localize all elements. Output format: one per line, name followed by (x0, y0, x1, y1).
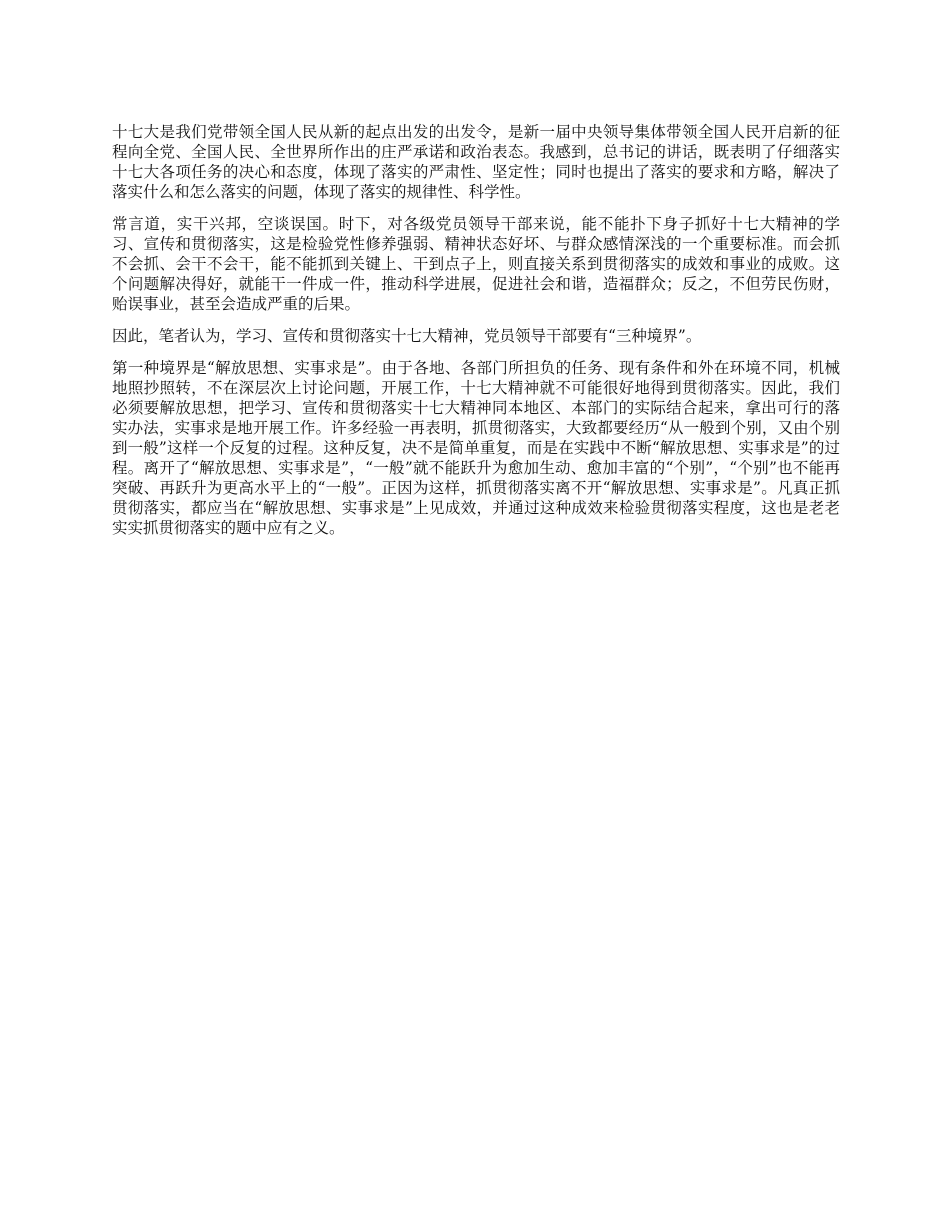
paragraph-3: 因此，笔者认为，学习、宣传和贯彻落实十七大精神，党员领导干部要有“三种境界”。 (112, 327, 702, 345)
paragraph-4: 第一种境界是“解放思想、实事求是”。由于各地、各部门所担负的任务、现有条件和外在环境不同，机械地照抄照转，不在深层次上讨论问题，开展工作，十七大精神就不可能很好地得到贯彻落实。因此，我们必须要解放思想，把学习、宣传和贯彻落实十七大精神同本地区、本部门的实际结合起来，拿出可行的落实办法，实事求是地开展工作。许多经验一再表明，抓贯彻落实，大致都要经历“从一般到个别，又由个别到一般”这样一个反复的过程。这种反复，决不是简单重复，而是在实践中不断“解放思想、实事求是”的过程。离开了“解放思想、实事求是”，“一般”就不能跃升为愈加生动、愈加丰富的“个别”，“个别”也不能再突破、再跃升为更高水平上的“一般”。正因为这样，抓贯彻落实离不开“解放思想、实事求是”。凡真正抓贯彻落实，都应当在“解放思想、实事求是”上见成效，并通过这种成效来检验贯彻落实程度，这也是老老实实抓贯彻落实的题中应有之义。 (112, 359, 840, 537)
document-page (112, 122, 840, 550)
paragraph-2: 常言道，实干兴邦，空谈误国。时下，对各级党员领导干部来说，能不能扑下身子抓好十七大精神的学习、宣传和贯彻落实，这是检验党性修养强弱、精神状态好坏、与群众感情深浅的一个重要标准。而会抓不会抓、会干不会干，能不能抓到关键上、干到点子上，则直接关系到贯彻落实的成效和事业的成败。这个问题解决得好，就能干一件成一件，推动科学进展，促进社会和谐，造福群众；反之，不但劳民伤财，贻误事业，甚至会造成严重的后果。 (112, 215, 840, 313)
paragraph-1: 十七大是我们党带领全国人民从新的起点出发的出发令，是新一届中央领导集体带领全国人民开启新的征程向全党、全国人民、全世界所作出的庄严承诺和政治表态。我感到，总书记的讲话，既表明了仔细落实十七大各项任务的决心和态度，体现了落实的严肃性、坚定性；同时也提出了落实的要求和方略，解决了落实什么和怎么落实的问题，体现了落实的规律性、科学性。 (112, 123, 840, 201)
